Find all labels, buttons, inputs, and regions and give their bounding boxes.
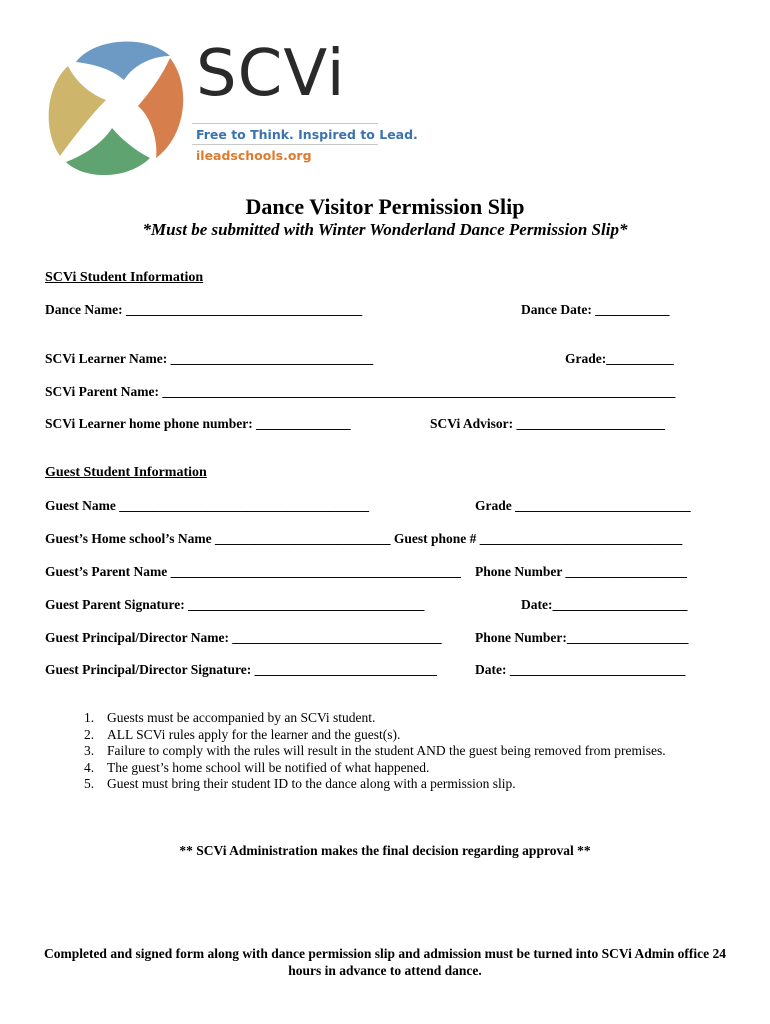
list-item: 2. ALL SCVi rules apply for the learner and the guest(s). — [84, 726, 401, 742]
brand-tagline: Free to Think. Inspired to Lead. — [196, 127, 418, 142]
brand-divider — [192, 144, 378, 145]
list-item: 5. Guest must bring their student ID to the dance along with a permission slip. — [84, 776, 516, 791]
rules-list — [84, 710, 666, 793]
list-item: 3. Failure to comply with the rules will result in the student AND the guest being removed from premises. — [84, 743, 666, 758]
page-title: Dance Visitor Permission Slip — [245, 194, 525, 219]
brand-website: ileadschools.org — [196, 148, 312, 163]
guest-parent-date-field[interactable]: Date:____________________ — [521, 597, 688, 612]
parent-name-field[interactable]: SCVi Parent Name: ____________________________________________________________________________ — [45, 384, 676, 399]
guest-grade-field[interactable]: Grade __________________________ — [475, 498, 691, 513]
guest-parent-phone-field[interactable]: Phone Number __________________ — [475, 564, 688, 579]
footer-note: Completed and signed form along with dance permission slip and admission must be turned into SCVi Admin office 24 hours in advance to attend dance. — [43, 946, 727, 978]
list-item: 4. The guest’s home school will be notified of what happened. — [84, 759, 430, 775]
student-section-heading: SCVi Student Information — [45, 270, 204, 285]
list-item: 1. Guests must be accompanied by an SCVi student. — [84, 710, 376, 725]
page-subtitle: *Must be submitted with Winter Wonderland Dance Permission Slip* — [142, 220, 628, 239]
principal-date-field[interactable]: Date: __________________________ — [475, 662, 686, 677]
guest-parent-signature-field[interactable]: Guest Parent Signature: ___________________________________ — [45, 597, 425, 612]
advisor-field[interactable]: SCVi Advisor: ______________________ — [430, 416, 666, 431]
principal-phone-field[interactable]: Phone Number:__________________ — [475, 630, 689, 645]
scvi-swirl-icon — [46, 34, 186, 178]
brand-name: SCVi — [196, 37, 346, 111]
learner-name-field[interactable]: SCVi Learner Name: ______________________________ — [45, 351, 374, 366]
brand-divider — [192, 123, 378, 124]
guest-name-field[interactable]: Guest Name _____________________________________ — [45, 498, 369, 513]
scvi-logo — [46, 34, 418, 178]
guest-parent-name-field[interactable]: Guest’s Parent Name ___________________________________________ — [45, 564, 461, 579]
learner-grade-field[interactable]: Grade:__________ — [565, 351, 674, 366]
dance-name-field[interactable]: Dance Name: ___________________________________ — [45, 302, 363, 317]
home-phone-field[interactable]: SCVi Learner home phone number: ______________ — [45, 416, 351, 431]
guest-home-school-field[interactable]: Guest’s Home school’s Name __________________________ Guest phone # ______________________________ — [45, 531, 683, 546]
guest-section-heading: Guest Student Information — [45, 465, 207, 480]
admin-note: ** SCVi Administration makes the final decision regarding approval ** — [179, 843, 591, 858]
principal-signature-field[interactable]: Guest Principal/Director Signature: ___________________________ — [45, 662, 437, 677]
dance-date-field[interactable]: Dance Date: ___________ — [521, 302, 670, 317]
principal-name-field[interactable]: Guest Principal/Director Name: _______________________________ — [45, 630, 442, 645]
